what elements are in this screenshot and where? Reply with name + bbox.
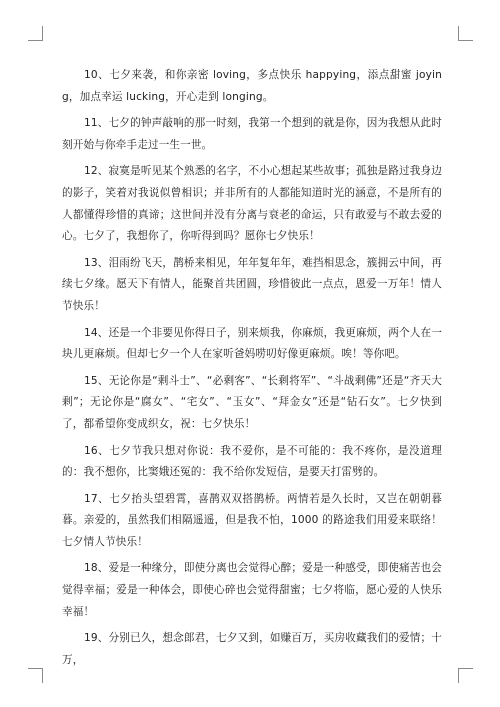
paragraph-19: 19、分别已久，想念郎君，七夕又到，如赚百万，买房收藏我们的爱情；十万， (62, 632, 442, 666)
crop-mark-top-left (28, 26, 43, 41)
paragraph-13: 13、泪雨纷飞天，鹊桥来相见，年年复年年，难挡相思念，簇拥云中间，再续七夕缘。愿天下有情人，能聚首共团圆，珍惜彼此一点点，恩爱一万年！情人节快乐！ (62, 256, 442, 312)
crop-mark-top-right (458, 26, 473, 41)
paragraph-18: 18、爱是一种缘分，即使分离也会觉得心醉；爱是一种感受，即使痛苦也会觉得幸福；爱是一种体会，即使心碎也会觉得甜蜜；七夕将临，愿心爱的人快乐幸福！ (62, 562, 442, 618)
paragraph-15: 15、无论你是“剩斗士”、“必剩客”、“长剩将军”、“斗战剩佛”还是“齐天大剩”；无论你是“腐女”、“宅女”、“玉女”、“拜金女”还是“钻石女”。七夕快到了，都希望你变成织女，祝：七夕快乐！ (62, 374, 442, 430)
crop-mark-bottom-left (28, 668, 43, 683)
paragraph-16: 16、七夕节我只想对你说：我不爱你，是不可能的：我不疼你，是没道理的：我不想你，比窦娥还冤的：我不给你发短信，是要天打雷劈的。 (62, 444, 442, 479)
document-body (62, 65, 442, 676)
crop-mark-bottom-right (458, 668, 473, 683)
paragraph-11: 11、七夕的钟声敲响的那一时刻，我第一个想到的就是你，因为我想从此时刻开始与你牵手走过一生一世。 (62, 117, 442, 151)
paragraph-12: 12、寂寞是听见某个熟悉的名字，不小心想起某些故事；孤独是路过我身边的影子，笑着对我说似曾相识；并非所有的人都能知道时光的涵意，不是所有的人都懂得珍惜的真谛；这世间并没有分离与衰老的命运，只有敢爱与不敢去爱的心。七夕了，我想你了，你听得到吗？愿你七夕快乐！ (62, 165, 442, 243)
paragraph-14: 14、还是一个非要见你得日子，别来烦我，你麻烦，我更麻烦，两个人在一块儿更麻烦。但却七夕一个人在家听爸妈唠叨好像更麻烦。唉！等你吧。 (62, 326, 442, 361)
paragraph-10: 10、七夕来袭，和你亲密 loving，多点快乐 happying，添点甜蜜 joying，加点幸运 lucking，开心走到 longing。 (62, 69, 442, 103)
paragraph-17: 17、七夕抬头望碧霄，喜鹊双双搭鹊桥。两情若是久长时，又岂在朝朝暮暮。亲爱的，虽然我们相隔遥遥，但是我不怕，1000 的路途我们用爱来联络！七夕情人节快乐！ (62, 492, 442, 548)
